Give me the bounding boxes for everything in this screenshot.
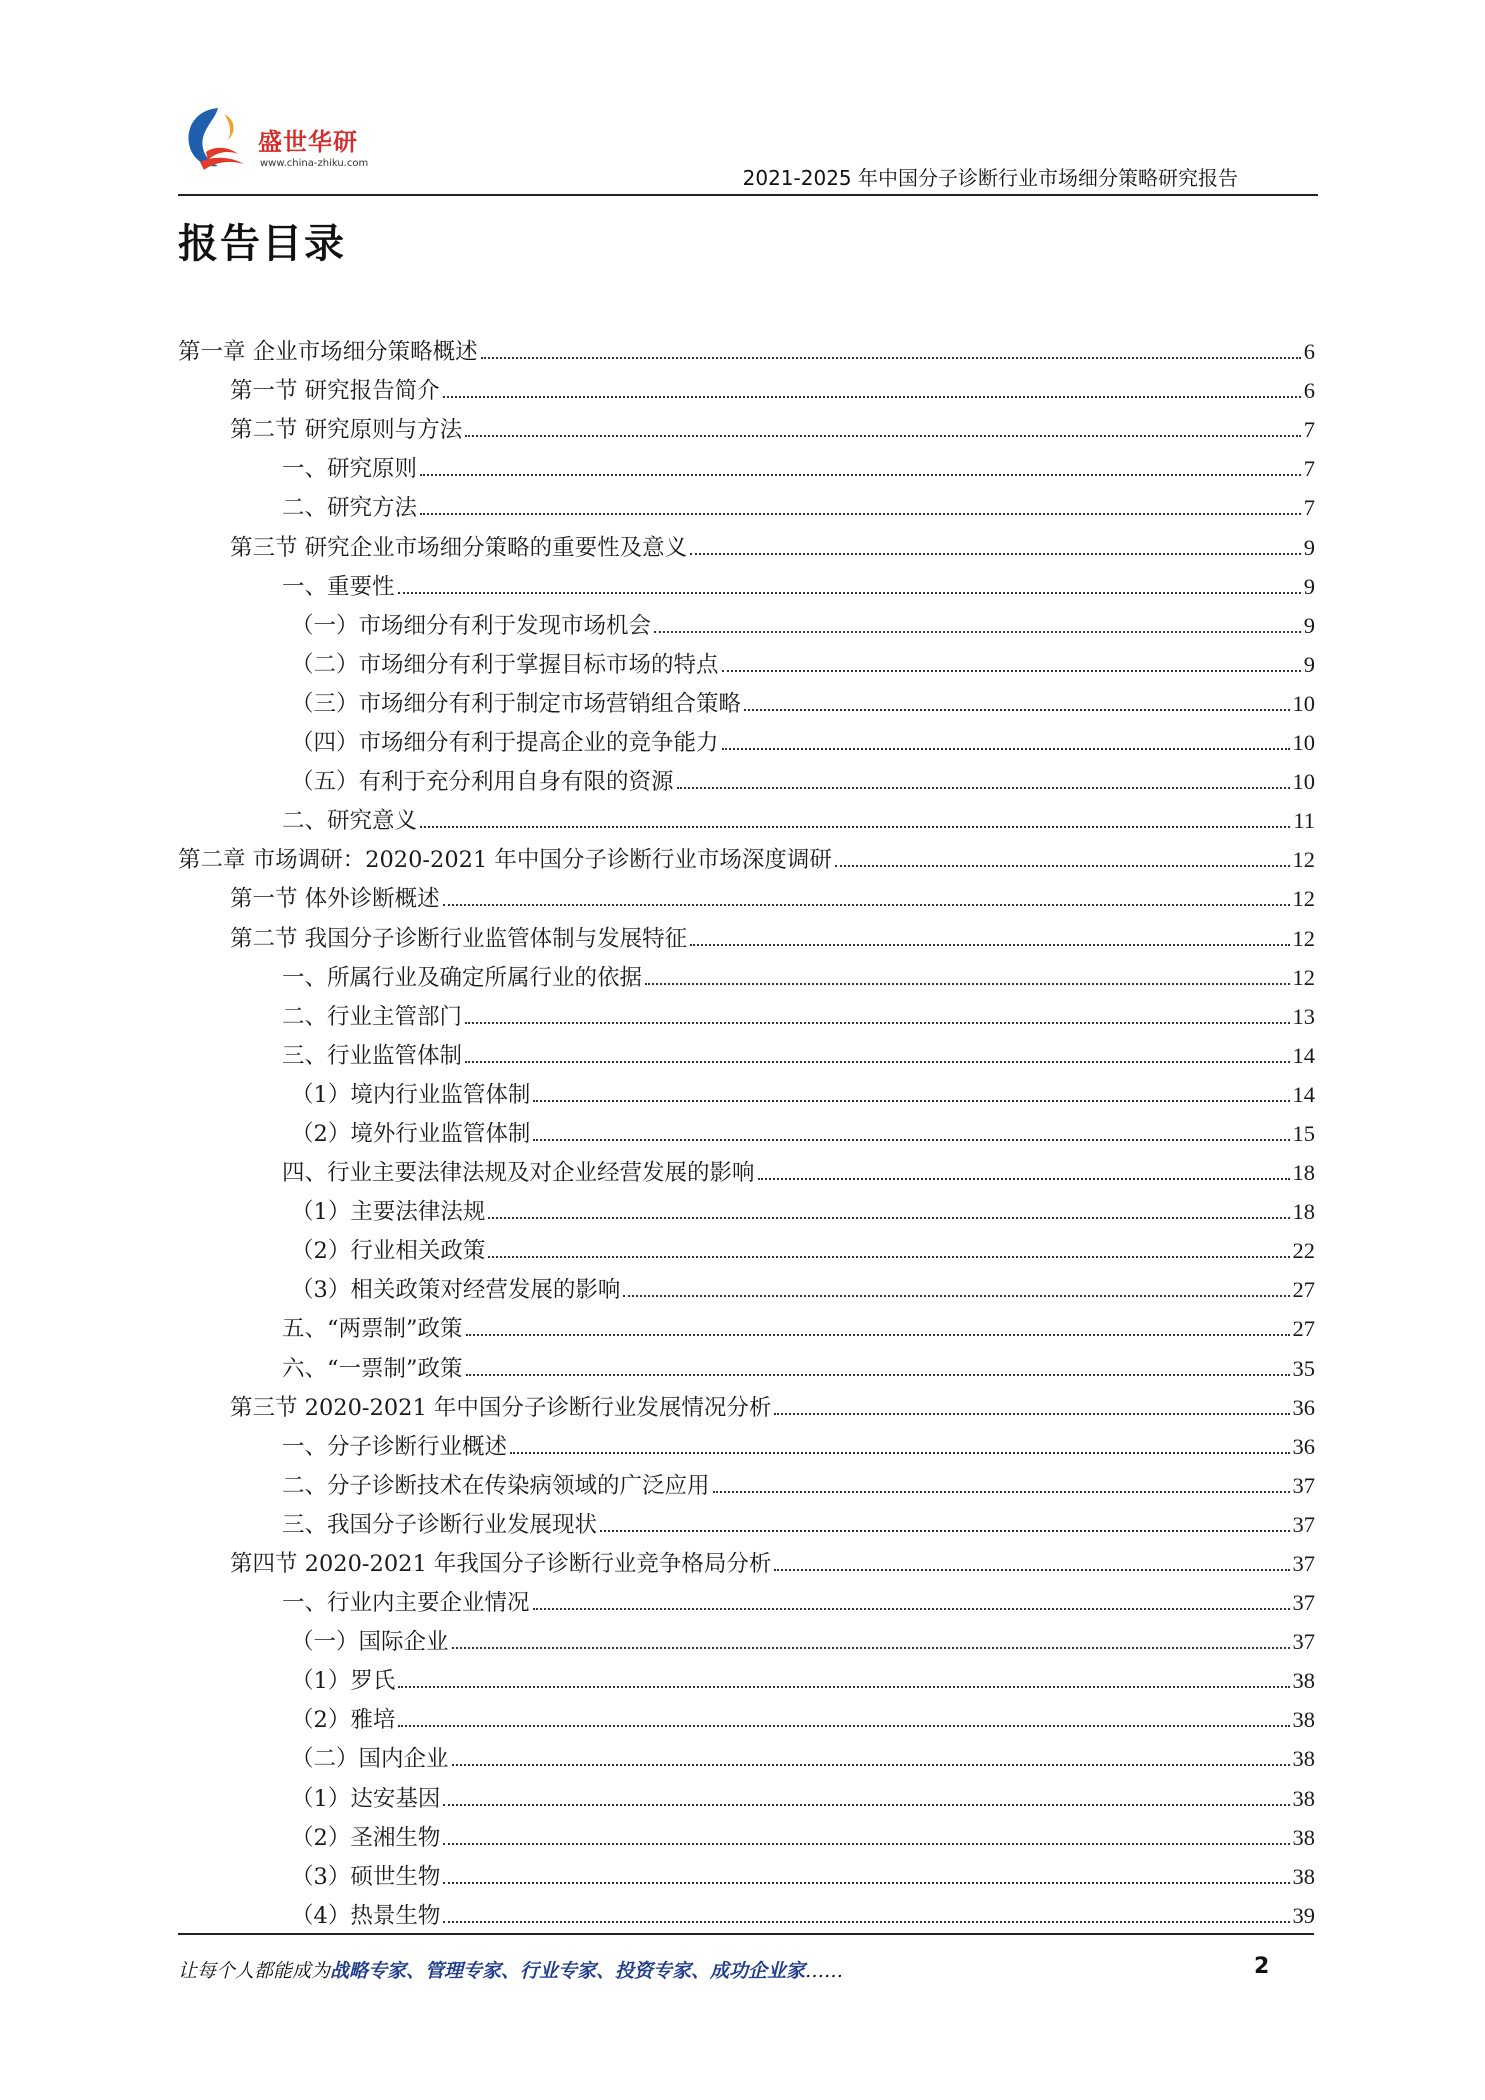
toc-leader-dots xyxy=(420,474,1301,476)
toc-entry[interactable] xyxy=(178,640,1315,679)
toc-entry[interactable] xyxy=(178,1461,1315,1500)
toc-entry-label: 第一章 企业市场细分策略概述 xyxy=(178,339,478,366)
toc-entry[interactable] xyxy=(178,1148,1315,1187)
toc-entry-page: 10 xyxy=(1292,730,1315,756)
toc-entry-label: 第三节 2020-2021 年中国分子诊断行业发展情况分析 xyxy=(230,1394,772,1421)
toc-entry-page: 38 xyxy=(1292,1863,1315,1889)
toc-entry-page: 27 xyxy=(1292,1277,1315,1303)
toc-entry-label: 三、我国分子诊断行业发展现状 xyxy=(282,1511,598,1538)
toc-entry-page: 12 xyxy=(1292,964,1315,990)
toc-entry-page: 7 xyxy=(1303,417,1315,443)
toc-entry-page: 27 xyxy=(1292,1316,1315,1342)
toc-entry-label: （五）有利于充分利用自身有限的资源 xyxy=(291,769,674,796)
toc-entry[interactable] xyxy=(178,1031,1315,1070)
toc-entry-page: 12 xyxy=(1292,925,1315,951)
toc-entry[interactable] xyxy=(178,1187,1315,1226)
toc-leader-dots xyxy=(443,396,1301,398)
toc-leader-dots xyxy=(722,748,1290,750)
slogan-highlight: 战略专家、管理专家、行业专家、投资专家、成功企业家 xyxy=(330,1960,806,1982)
toc-leader-dots xyxy=(466,1374,1290,1376)
toc-leader-dots xyxy=(774,1413,1289,1415)
toc-entry-page: 38 xyxy=(1292,1746,1315,1772)
toc-leader-dots xyxy=(466,1334,1290,1336)
toc-leader-dots xyxy=(481,357,1301,359)
toc-entry[interactable] xyxy=(178,913,1315,952)
toc-entry-page: 38 xyxy=(1292,1824,1315,1850)
toc-entry-label: 三、行业监管体制 xyxy=(282,1042,463,1069)
toc-entry-label: 六、“一票制”政策 xyxy=(282,1355,463,1382)
toc-leader-dots xyxy=(677,787,1290,789)
toc-entry-label: 一、所属行业及确定所属行业的依据 xyxy=(282,964,643,991)
toc-entry-label: 一、分子诊断行业概述 xyxy=(282,1433,508,1460)
toc-entry-label: （2）行业相关政策 xyxy=(291,1238,486,1265)
slogan-suffix: …… xyxy=(805,1960,844,1982)
toc-leader-dots xyxy=(398,1725,1289,1727)
toc-entry[interactable] xyxy=(178,796,1315,835)
toc-leader-dots xyxy=(420,513,1301,515)
toc-entry-label: （4）热景生物 xyxy=(291,1902,441,1929)
toc-entry[interactable] xyxy=(178,1813,1315,1852)
toc-entry-label: （3）硕世生物 xyxy=(291,1863,441,1890)
toc-entry-page: 36 xyxy=(1292,1433,1315,1459)
toc-leader-dots xyxy=(443,1804,1289,1806)
footer-slogan xyxy=(178,1956,843,1983)
toc-entry-label: 二、研究方法 xyxy=(282,495,418,522)
toc-leader-dots xyxy=(510,1452,1289,1454)
slogan-prefix: 让每个人都能成为 xyxy=(178,1960,331,1982)
toc-entry-label: （2）圣湘生物 xyxy=(291,1824,441,1851)
toc-leader-dots xyxy=(452,1647,1290,1649)
toc-entry-label: （1）主要法律法规 xyxy=(291,1199,486,1226)
toc-entry[interactable] xyxy=(178,1500,1315,1539)
toc-entry[interactable] xyxy=(178,1578,1315,1617)
toc-leader-dots xyxy=(623,1295,1289,1297)
toc-leader-dots xyxy=(443,904,1290,906)
toc-leader-dots xyxy=(835,865,1290,867)
toc-entry-page: 7 xyxy=(1303,495,1315,521)
toc-entry-page: 38 xyxy=(1292,1668,1315,1694)
toc-entry-page: 18 xyxy=(1292,1160,1315,1186)
footer-divider xyxy=(178,1933,1314,1935)
toc-entry-page: 12 xyxy=(1292,847,1315,873)
toc-entry-label: 第四节 2020-2021 年我国分子诊断行业竞争格局分析 xyxy=(230,1551,772,1577)
toc-entry[interactable] xyxy=(178,1891,1315,1930)
toc-entry-label: （2）雅培 xyxy=(291,1707,396,1734)
toc-entry-label: 二、行业主管部门 xyxy=(282,1003,463,1030)
toc-entry-label: 第二章 市场调研：2020-2021 年中国分子诊断行业市场深度调研 xyxy=(178,847,832,874)
toc-leader-dots xyxy=(443,1882,1289,1884)
toc-entry-page: 18 xyxy=(1292,1199,1315,1225)
toc-entry-page: 9 xyxy=(1303,651,1315,677)
toc-entry[interactable] xyxy=(178,1656,1315,1695)
toc-leader-dots xyxy=(758,1178,1290,1180)
toc-entry-page: 14 xyxy=(1292,1042,1315,1068)
toc-entry[interactable] xyxy=(178,1539,1315,1578)
toc-entry-label: 第一节 体外诊断概述 xyxy=(230,886,440,913)
logo-emblem-icon xyxy=(178,100,258,182)
toc-leader-dots xyxy=(690,553,1301,555)
toc-entry-label: （一）市场细分有利于发现市场机会 xyxy=(291,612,652,639)
page-header xyxy=(178,100,1318,198)
page-title: 报告目录 xyxy=(178,221,346,267)
toc-entry-label: 二、研究意义 xyxy=(282,808,418,835)
toc-entry[interactable] xyxy=(178,1226,1315,1265)
toc-entry-label: （3）相关政策对经营发展的影响 xyxy=(291,1277,621,1304)
logo-name: 盛世华研 xyxy=(258,128,358,156)
toc-leader-dots xyxy=(465,435,1301,437)
toc-entry-label: 五、“两票制”政策 xyxy=(282,1316,463,1343)
toc-leader-dots xyxy=(443,1921,1289,1923)
toc-entry[interactable] xyxy=(178,405,1315,444)
toc-entry-page: 38 xyxy=(1292,1707,1315,1733)
toc-entry-label: 四、行业主要法律法规及对企业经营发展的影响 xyxy=(282,1160,755,1187)
toc-entry[interactable] xyxy=(178,874,1315,913)
toc-entry-page: 7 xyxy=(1303,456,1315,482)
toc-entry[interactable] xyxy=(178,1695,1315,1734)
toc-entry[interactable] xyxy=(178,718,1315,757)
toc-entry-page: 9 xyxy=(1303,573,1315,599)
toc-entry[interactable] xyxy=(178,1070,1315,1109)
toc-entry[interactable] xyxy=(178,1773,1315,1812)
toc-entry[interactable] xyxy=(178,1383,1315,1422)
toc-leader-dots xyxy=(533,1100,1289,1102)
toc-entry[interactable] xyxy=(178,444,1315,483)
toc-entry-page: 10 xyxy=(1292,769,1315,795)
toc-leader-dots xyxy=(645,983,1289,985)
toc-entry-label: 一、重要性 xyxy=(282,573,395,600)
toc-entry-label: 第一节 研究报告简介 xyxy=(230,378,440,405)
toc-entry-label: （三）市场细分有利于制定市场营销组合策略 xyxy=(291,690,742,717)
toc-leader-dots xyxy=(488,1256,1289,1258)
toc-leader-dots xyxy=(398,1686,1289,1688)
toc-entry-label: （1）境内行业监管体制 xyxy=(291,1081,531,1108)
toc-entry-label: （2）境外行业监管体制 xyxy=(291,1120,531,1147)
page-number: 2 xyxy=(1254,1954,1270,1979)
toc-entry-page: 12 xyxy=(1292,886,1315,912)
toc-entry[interactable] xyxy=(178,1422,1315,1461)
toc-entry[interactable] xyxy=(178,1304,1315,1343)
toc-entry-page: 37 xyxy=(1292,1551,1315,1576)
toc-entry-label: 第二节 我国分子诊断行业监管体制与发展特征 xyxy=(230,925,688,952)
toc-entry-label: 第三节 研究企业市场细分策略的重要性及意义 xyxy=(230,534,688,561)
toc-entry-page: 37 xyxy=(1292,1472,1315,1498)
toc-leader-dots xyxy=(465,1022,1289,1024)
toc-entry[interactable] xyxy=(178,992,1315,1031)
toc-entry[interactable] xyxy=(178,522,1315,561)
toc-entry[interactable] xyxy=(178,1343,1315,1382)
toc-entry-page: 36 xyxy=(1292,1394,1315,1420)
toc-entry-page: 22 xyxy=(1292,1238,1315,1264)
company-logo xyxy=(178,100,388,182)
toc-entry[interactable] xyxy=(178,679,1315,718)
toc-entry[interactable] xyxy=(178,757,1315,796)
toc-entry[interactable] xyxy=(178,601,1315,640)
toc-entry-page: 9 xyxy=(1303,534,1315,560)
toc-entry-page: 37 xyxy=(1292,1629,1315,1655)
toc-leader-dots xyxy=(420,826,1290,828)
toc-entry-page: 6 xyxy=(1303,339,1315,365)
toc-entry-label: （1）达安基因 xyxy=(291,1785,441,1812)
toc-entry[interactable] xyxy=(178,1852,1315,1891)
toc-entry[interactable] xyxy=(178,953,1315,992)
toc-entry-label: （1）罗氏 xyxy=(291,1668,396,1695)
toc-entry-label: 二、分子诊断技术在传染病领域的广泛应用 xyxy=(282,1472,710,1499)
toc-leader-dots xyxy=(774,1569,1289,1571)
toc-entry-page: 13 xyxy=(1292,1003,1315,1029)
toc-entry-label: （四）市场细分有利于提高企业的竞争能力 xyxy=(291,730,719,757)
table-of-contents xyxy=(178,327,1315,1930)
toc-leader-dots xyxy=(443,1843,1289,1845)
toc-leader-dots xyxy=(654,631,1301,633)
toc-leader-dots xyxy=(713,1491,1290,1493)
toc-entry-page: 39 xyxy=(1292,1902,1315,1928)
toc-entry-label: 第二节 研究原则与方法 xyxy=(230,417,463,444)
toc-entry-label: （一）国际企业 xyxy=(291,1629,449,1656)
report-title: 2021-2025 年中国分子诊断行业市场细分策略研究报告 xyxy=(742,166,1238,190)
toc-entry-label: （二）市场细分有利于掌握目标市场的特点 xyxy=(291,651,719,678)
toc-leader-dots xyxy=(533,1608,1290,1610)
toc-leader-dots xyxy=(744,709,1289,711)
toc-entry[interactable] xyxy=(178,1265,1315,1304)
toc-entry-page: 14 xyxy=(1292,1081,1315,1107)
toc-entry[interactable] xyxy=(178,1617,1315,1656)
toc-entry[interactable] xyxy=(178,562,1315,601)
toc-entry-page: 6 xyxy=(1303,378,1315,404)
toc-entry-page: 38 xyxy=(1292,1785,1315,1811)
toc-leader-dots xyxy=(452,1764,1290,1766)
toc-entry[interactable] xyxy=(178,1734,1315,1773)
toc-entry-page: 11 xyxy=(1293,808,1315,834)
toc-leader-dots xyxy=(722,670,1301,672)
toc-leader-dots xyxy=(533,1139,1289,1141)
toc-entry-page: 37 xyxy=(1292,1511,1315,1537)
toc-leader-dots xyxy=(488,1217,1289,1219)
toc-entry-page: 10 xyxy=(1292,690,1315,716)
toc-leader-dots xyxy=(398,592,1301,594)
header-divider xyxy=(178,194,1318,196)
toc-leader-dots xyxy=(465,1061,1289,1063)
toc-entry-label: 一、研究原则 xyxy=(282,456,418,483)
toc-entry-page: 37 xyxy=(1292,1590,1315,1616)
toc-entry-page: 9 xyxy=(1303,612,1315,638)
toc-entry[interactable] xyxy=(178,366,1315,405)
toc-entry-label: （二）国内企业 xyxy=(291,1746,449,1773)
toc-entry[interactable] xyxy=(178,327,1315,366)
toc-entry[interactable] xyxy=(178,835,1315,874)
toc-leader-dots xyxy=(690,944,1289,946)
toc-leader-dots xyxy=(600,1530,1289,1532)
toc-entry-page: 35 xyxy=(1292,1355,1315,1381)
toc-entry[interactable] xyxy=(178,483,1315,522)
toc-entry[interactable] xyxy=(178,1109,1315,1148)
toc-entry-page: 15 xyxy=(1292,1120,1315,1146)
toc-entry-label: 一、行业内主要企业情况 xyxy=(282,1590,530,1617)
logo-url: www.china-zhiku.com xyxy=(260,158,369,169)
